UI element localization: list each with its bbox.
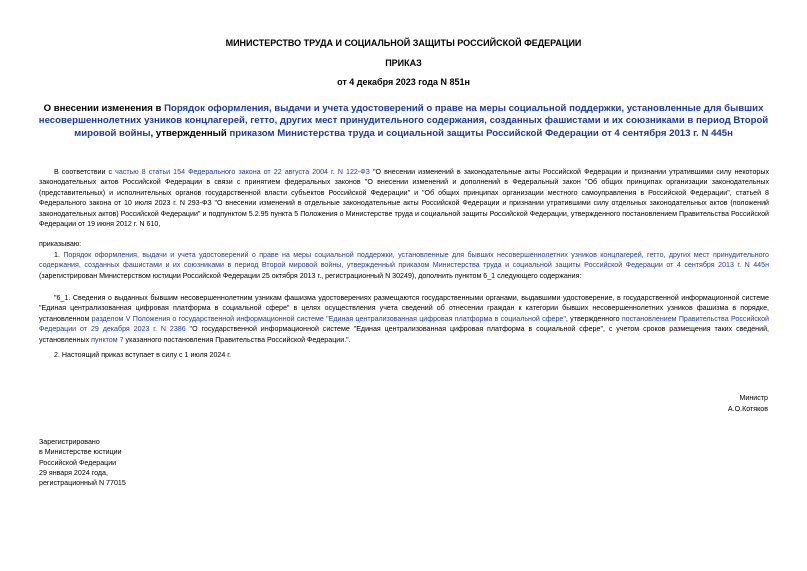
document-type: ПРИКАЗ — [385, 58, 422, 68]
item-1-paragraph — [39, 250, 769, 281]
quote-text-2: , утвержденного — [565, 314, 622, 323]
quote-link-resolution-2386[interactable]: постановлением Правительства Российской Федерации от 29 декабря 2023 г. N 2386 — [39, 314, 770, 334]
quote-text-4: указанного постановления Правительства Российской Федерации.". — [123, 335, 351, 344]
title-text-1: О внесении изменения в — [43, 103, 165, 114]
item-1-text-1: 1. — [54, 251, 64, 259]
quote-text-3: "О государственной информационной системе "Единая централизованная цифровая платформа в социальной сфере", с учетом сроков размещения таких сведений, установленных — [39, 325, 769, 344]
registration-block — [39, 437, 126, 488]
preamble-link-law-122fz[interactable]: частью 8 статьи 154 Федерального закона от 22 августа 2004 г. N 122-ФЗ — [115, 168, 370, 176]
preamble-text-1: В соответствии с — [54, 168, 116, 176]
signature-name: А.О.Котяков — [727, 405, 768, 413]
registration-line: в Министерстве юстиции — [39, 448, 122, 457]
title-link-procedure[interactable]: Порядок оформления, выдачи и учета удостоверений о праве на меры социальной поддержки, установленные для бывших несовершеннолетних узников концлагерей, гетто, других мест принудительного содержания, созданных фашистами и их союзниками в период Второй мировой войны — [38, 103, 769, 139]
quote-link-point-7[interactable]: пунктом 7 — [91, 335, 124, 344]
title-link-order-445n[interactable]: приказом Министерства труда и социальной защиты Российской Федерации от 4 сентября 2013 г. N 445н — [229, 127, 733, 139]
quote-paragraph — [39, 293, 769, 345]
preamble-paragraph — [39, 167, 769, 229]
preamble-text-2: "О внесении изменений в законодательные акты Российской Федерации и признании утратившими силу некоторых законодательных актов Российской Федерации в связи с принятием федеральных законов "О внесении изменений и дополнений в Федеральный закон "Об общих принципах организации законодательных (представительных) и исполнительных органов государственной власти субъектов Российской Федерации" и "Об общих принципах организации местного самоуправления в Российской Федерации", статьей 8 Федерального закона от 10 июля 2023 г. N 293-ФЗ "О внесении изменений в отдельные законодательные акты Российской Федерации и признании утратившими силу отдельных законодательных актов (положений законодательных актов) Российской Федерации" и подпунктом 5.2.95 пункта 5 Положения о Министерстве труда и социальной защиты Российской Федерации, утвержденного постановлением Правительства Российской Федерации от 19 июня 2012 г. N 610, — [39, 168, 769, 229]
item-1-text-2: (зарегистрирован Министерством юстиции Российской Федерации 25 октября 2013 г., регистрационный N 30249), дополнить пунктом 6_1 следующего содержания: — [39, 271, 582, 280]
registration-line: Российской Федерации — [39, 458, 117, 467]
item-2-paragraph: 2. Настоящий приказ вступает в силу с 1 июля 2024 г. — [54, 351, 231, 359]
quote-text-1: "6_1. Сведения о выданных бывшим несовершеннолетним узникам фашизма удостоверениях размещаются государственными органами, выдавшими удостоверение, в государственной информационной системе "Единая централизованная цифровая платформа в социальной сфере" в целях осуществления учета сведений об отнесении граждан к категории бывших несовершеннолетних узников фашизма в порядке, установленном — [39, 294, 769, 323]
signature-role: Министр — [739, 394, 768, 402]
order-word: приказываю: — [39, 240, 82, 248]
item-1-link-procedure[interactable]: Порядок оформления, выдачи и учета удостоверений о праве на меры социальной поддержки, установленные для бывших несовершеннолетних узников концлагерей, гетто, других мест принудительного содержания, созданных фашистами и их союзниками в период Второй мировой войны, утвержденный приказом Министерства труда и социальной защиты Российской Федерации от 4 сентября 2013 г. N 445н — [39, 251, 769, 270]
ministry-heading: МИНИСТЕРСТВО ТРУДА И СОЦИАЛЬНОЙ ЗАЩИТЫ РОССИЙСКОЙ ФЕДЕРАЦИИ — [225, 38, 582, 48]
document-title — [34, 103, 773, 140]
registration-line: 29 января 2024 года, — [39, 468, 108, 477]
title-text-2: , утвержденный — [150, 127, 230, 139]
quote-link-section-v[interactable]: разделом V Положения о государственной информационной системе "Единая централизованная цифровая платформа в социальной сфере" — [91, 314, 566, 323]
registration-line: Зарегистрировано — [39, 438, 100, 446]
document-date-number: от 4 декабря 2023 года N 851н — [337, 77, 470, 87]
registration-line: регистрационный N 77015 — [39, 479, 126, 488]
